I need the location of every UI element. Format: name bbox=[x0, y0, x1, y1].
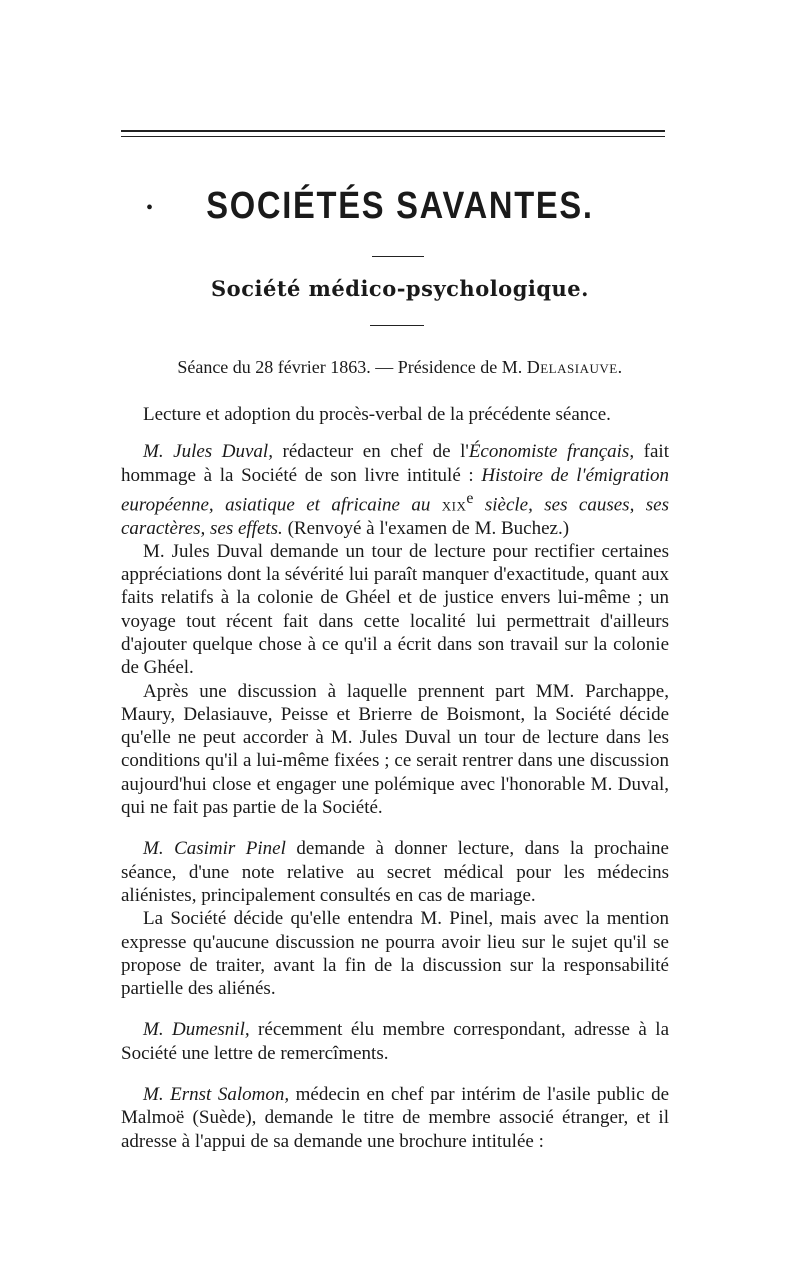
president-name: Delasiauve. bbox=[526, 357, 623, 377]
name-dumesnil: M. Dumesnil, bbox=[143, 1019, 250, 1041]
divider-rule-lower bbox=[370, 325, 424, 326]
name-pinel: M. Casimir Pinel bbox=[143, 838, 286, 860]
text-segment: récemment élu membre correspondant, adresse à la Société une lettre de remercîments. bbox=[121, 1019, 670, 1064]
book-title-b: siècle, ses causes, ses caractères, ses effets. bbox=[121, 494, 669, 539]
paragraph-pinel bbox=[121, 837, 669, 907]
name-salomon: M. Ernst Salomon, bbox=[143, 1084, 290, 1106]
paragraph-duval-hommage bbox=[121, 440, 669, 540]
century: xix bbox=[441, 494, 467, 516]
section-title: SOCIÉTÉS SAVANTES. bbox=[206, 185, 594, 227]
title-bullet: • bbox=[146, 197, 154, 219]
text-segment: rédacteur en chef de l' bbox=[272, 441, 469, 463]
paragraph-discussion: Après une discussion à laquelle prennent part MM. Parchappe, Maury, Delasiauve, Peisse et Brierre de Boismont, la Société décide qu'elle ne peut accorder à M. Jules Duval un tour de lecture dans les conditions qu'il a lui-même fixées ; ce serait rentrer dans une discussion aujourd'hui close et engager une polémique avec l'honorable M. Duval, qui ne fait pas partie de la Société. bbox=[121, 680, 669, 819]
name-duval: M. Jules Duval, bbox=[143, 441, 273, 463]
text-segment: (Renvoyé à l'examen de M. Buchez.) bbox=[282, 517, 570, 539]
society-title: Société médico-psychologique. bbox=[211, 276, 589, 301]
journal-title: Économiste français, bbox=[468, 441, 635, 463]
paragraph-dumesnil bbox=[121, 1018, 669, 1065]
article-body bbox=[121, 403, 669, 1153]
meeting-prefix: Séance du 28 février 1863. — Présidence de M. bbox=[177, 357, 523, 377]
book-title-a: Histoire de l'émigration européenne, asiatique et africaine au bbox=[121, 464, 670, 516]
top-rule-thick bbox=[121, 130, 665, 132]
paragraph-salomon bbox=[121, 1083, 669, 1153]
text-segment: médecin en chef par intérim de l'asile public de Malmoë (Suède), demande le titre de membre associé étranger, et il adresse à l'appui de sa demande une brochure intitulée : bbox=[121, 1084, 669, 1152]
meeting-line bbox=[0, 357, 800, 378]
divider-rule-upper bbox=[372, 256, 424, 257]
text-segment: demande à donner lecture, dans la prochaine séance, d'une note relative au secret médical pour les médecins aliénistes, principalement consultés en cas de mariage. bbox=[121, 838, 669, 906]
paragraph-adoption: Lecture et adoption du procès-verbal de la précédente séance. bbox=[143, 404, 611, 425]
paragraph-duval-request: M. Jules Duval demande un tour de lecture pour rectifier certaines appréciations dont la sévérité lui paraît manquer d'exactitude, quant aux faits relatifs à la colonie de Ghéel et de justice envers lui-même ; un voyage tout récent fait dans cette localité lui permettrait d'ailleurs d'ajouter quelque chose à ce qu'il a écrit dans son travail sur la colonie de Ghéel. bbox=[121, 540, 669, 679]
text-segment: fait hommage à la Société de son livre intitulé : bbox=[121, 441, 669, 486]
paragraph-pinel-decision: La Société décide qu'elle entendra M. Pinel, mais avec la mention expresse qu'aucune discussion ne pourra avoir lieu sur le sujet qu'il se propose de traiter, avant la fin de la discussion sur la responsabilité partielle des aliénés. bbox=[121, 908, 669, 1000]
century-sup: e bbox=[466, 489, 474, 507]
top-rule-thin bbox=[121, 136, 665, 137]
